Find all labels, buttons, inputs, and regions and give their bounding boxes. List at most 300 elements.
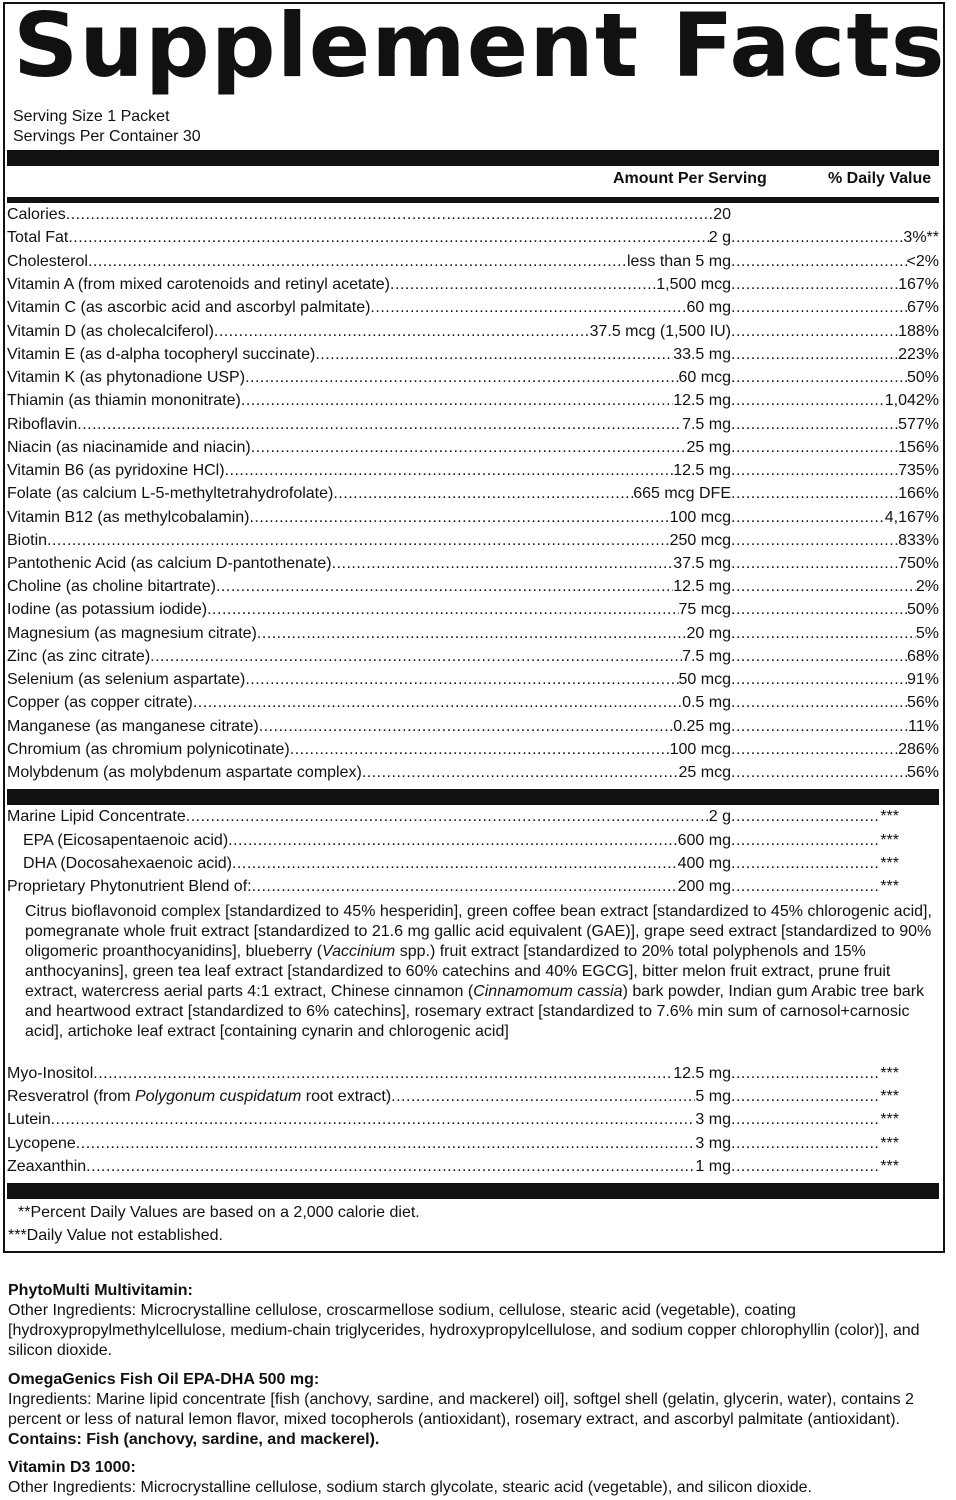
- nutrient-daily-value: ***: [880, 1088, 899, 1105]
- nutrient-amount: 600 mg: [677, 832, 731, 849]
- nutrient-name-segment: [7, 623, 731, 645]
- nutrient-amount: 60 mcg: [678, 369, 731, 386]
- leader-dots: [731, 1109, 880, 1131]
- daily-value-segment: [731, 806, 899, 828]
- leader-dots: [225, 460, 674, 482]
- leader-dots: [731, 437, 898, 459]
- nutrient-row: [7, 204, 939, 226]
- daily-value-segment: [731, 1063, 899, 1085]
- nutrient-name: Lycopene: [7, 1135, 76, 1152]
- nutrient-name-segment: [7, 599, 731, 621]
- nutrient-name-segment: [7, 530, 731, 552]
- daily-value-segment: [731, 344, 939, 366]
- leader-dots: [249, 507, 669, 529]
- leader-dots: [259, 716, 673, 738]
- nutrient-daily-value: 50%: [906, 601, 939, 618]
- daily-value-segment: [731, 830, 899, 852]
- nutrient-row: [7, 762, 939, 784]
- footnote-daily-value: **Percent Daily Values are based on a 2,000 calorie diet.: [18, 1204, 420, 1221]
- nutrient-amount: 12.5 mg: [673, 1065, 731, 1082]
- nutrient-amount: 0.5 mg: [682, 694, 731, 711]
- leader-dots: [731, 576, 916, 598]
- nutrient-name-segment: [7, 367, 731, 389]
- leader-dots: [731, 251, 907, 273]
- nutrient-name: Biotin: [7, 532, 48, 549]
- leader-dots: [77, 414, 682, 436]
- daily-value-segment: [731, 414, 939, 436]
- nutrient-name: Lutein: [7, 1111, 51, 1128]
- vitamin-d3-ingredients: [8, 1458, 948, 1498]
- nutrient-row: [7, 576, 939, 598]
- nutrient-amount: less than 5 mg: [626, 253, 731, 270]
- nutrient-name-segment: [7, 1156, 731, 1178]
- nutrient-amount: 250 mcg: [669, 532, 731, 549]
- nutrient-daily-value: ***: [880, 855, 899, 872]
- nutrient-row: [7, 274, 939, 296]
- leader-dots: [390, 274, 656, 296]
- nutrient-amount: 33.5 mg: [673, 346, 731, 363]
- nutrient-row: [7, 483, 939, 505]
- nutrient-name: DHA (Docosahexaenoic acid): [23, 855, 232, 872]
- nutrient-name-segment: [7, 227, 731, 249]
- nutrient-row: [7, 623, 939, 645]
- nutrient-name-segment: [7, 576, 731, 598]
- leader-dots: [731, 1063, 880, 1085]
- nutrient-row: [7, 507, 939, 529]
- nutrient-daily-value: 156%: [898, 439, 939, 456]
- leader-dots: [731, 806, 880, 828]
- nutrient-row: [7, 1156, 939, 1178]
- d3-text: Other Ingredients: Microcrystalline cellulose, sodium starch glycolate, stearic acid (vegetable), and silicon dioxide.: [8, 1479, 812, 1496]
- daily-value-segment: [731, 623, 939, 645]
- nutrient-row: [7, 739, 939, 761]
- nutrient-name: Vitamin K (as phytonadione USP): [7, 369, 246, 386]
- nutrient-daily-value: 68%: [906, 648, 939, 665]
- nutrient-name: Thiamin (as thiamin mononitrate): [7, 392, 241, 409]
- nutrient-daily-value: 1,042%: [884, 392, 939, 409]
- leader-dots: [193, 692, 682, 714]
- nutrient-daily-value: ***: [880, 808, 899, 825]
- leader-dots: [731, 669, 907, 691]
- nutrient-name: Chromium (as chromium polynicotinate): [7, 741, 290, 758]
- leader-dots: [332, 553, 674, 575]
- daily-value-segment: [731, 646, 939, 668]
- daily-value-segment: [731, 390, 939, 412]
- nutrient-row: [7, 367, 939, 389]
- nutrient-row: [7, 227, 939, 249]
- daily-value-segment: [731, 599, 939, 621]
- leader-dots: [333, 483, 633, 505]
- leader-dots: [731, 762, 907, 784]
- nutrient-row: [7, 599, 939, 621]
- nutrient-name: Vitamin A (from mixed carotenoids and retinyl acetate): [7, 276, 390, 293]
- nutrient-amount: 37.5 mcg (1,500 IU): [589, 323, 731, 340]
- nutrient-row: [7, 321, 939, 343]
- daily-value-segment: [731, 251, 939, 273]
- leader-dots: [68, 227, 708, 249]
- nutrient-daily-value: 11%: [908, 718, 939, 735]
- leader-dots: [315, 344, 673, 366]
- daily-value-segment: [731, 853, 899, 875]
- nutrient-name-segment: [7, 669, 731, 691]
- leader-dots: [51, 1109, 696, 1131]
- daily-value-segment: [731, 321, 939, 343]
- thick-divider-bottom: [7, 1183, 939, 1199]
- d3-title: Vitamin D3 1000:: [8, 1459, 136, 1476]
- leader-dots: [93, 1063, 673, 1085]
- nutrient-row: [7, 853, 939, 875]
- leader-dots: [245, 367, 678, 389]
- nutrient-name-segment: [7, 390, 731, 412]
- omega-contains: Contains: Fish (anchovy, sardine, and mackerel).: [8, 1431, 380, 1448]
- leader-dots: [86, 1156, 695, 1178]
- leader-dots: [731, 414, 898, 436]
- daily-value-segment: [731, 460, 939, 482]
- nutrient-daily-value: 833%: [898, 532, 939, 549]
- nutrient-name: Pantothenic Acid (as calcium D-pantothenate): [7, 555, 332, 572]
- nutrient-name-segment: [7, 460, 731, 482]
- leader-dots: [731, 297, 907, 319]
- leader-dots: [731, 390, 885, 412]
- nutrient-name-segment: [7, 507, 731, 529]
- nutrient-name-segment: [7, 853, 731, 875]
- leader-dots: [391, 1086, 695, 1108]
- leader-dots: [66, 204, 714, 226]
- nutrient-amount: 75 mcg: [678, 601, 731, 618]
- leader-dots: [731, 1156, 880, 1178]
- leader-dots: [731, 530, 898, 552]
- leader-dots: [257, 623, 687, 645]
- nutrient-daily-value: <2%: [906, 253, 939, 270]
- nutrient-amount: 2 g: [708, 808, 731, 825]
- nutrient-daily-value: ***: [880, 1135, 899, 1152]
- nutrient-daily-value: 735%: [898, 462, 939, 479]
- nutrient-name: Zeaxanthin: [7, 1158, 87, 1175]
- leader-dots: [731, 274, 898, 296]
- nutrient-row: [7, 806, 939, 828]
- blend-description: [25, 902, 940, 1042]
- omega-title: OmegaGenics Fish Oil EPA-DHA 500 mg:: [8, 1371, 320, 1388]
- nutrient-amount: 50 mcg: [678, 671, 731, 688]
- nutrient-name: Marine Lipid Concentrate: [7, 808, 186, 825]
- nutrient-name-segment: [7, 251, 731, 273]
- nutrient-name: Selenium (as selenium aspartate): [7, 671, 246, 688]
- nutrient-amount: 37.5 mg: [673, 555, 731, 572]
- nutrient-name-segment: [7, 204, 731, 226]
- nutrient-amount: 2 g: [708, 229, 731, 246]
- leader-dots: [731, 1086, 880, 1108]
- servings-per-container: Servings Per Container 30: [13, 128, 201, 145]
- nutrient-amount: 665 mcg DFE: [633, 485, 731, 502]
- leader-dots: [731, 853, 880, 875]
- nutrient-name: Vitamin D (as cholecalciferol): [7, 323, 214, 340]
- leader-dots: [731, 623, 916, 645]
- daily-value-segment: [731, 1086, 899, 1108]
- nutrient-name: Folate (as calcium L-5-methyltetrahydrofolate): [7, 485, 334, 502]
- nutrient-amount: 60 mg: [686, 299, 731, 316]
- daily-value-segment: [731, 483, 939, 505]
- daily-value-segment: [731, 204, 939, 226]
- nutrient-name: Magnesium (as magnesium citrate): [7, 625, 257, 642]
- nutrient-row: [7, 830, 939, 852]
- leader-dots: [88, 251, 627, 273]
- daily-value-segment: [731, 1156, 899, 1178]
- nutrient-name-segment: [7, 1063, 731, 1085]
- nutrient-name-segment: [7, 553, 731, 575]
- nutrient-name: Calories: [7, 206, 66, 223]
- nutrient-name-segment: [7, 297, 731, 319]
- daily-value-segment: [731, 576, 939, 598]
- daily-value-segment: [731, 876, 899, 898]
- leader-dots: [731, 227, 903, 249]
- nutrient-name-part: Resveratrol (from: [7, 1088, 136, 1105]
- nutrient-row: [7, 297, 939, 319]
- blend-text-3: ) bark powder, Indian gum Arabic tree bark and heartwood extract [standardized to 6% catechins], rosemary extract [standardized to 7.6% min sum of carnosol+carnosic acid], artichoke leaf extract [containing cynarin and chlorogenic acid]: [25, 983, 925, 1040]
- blend-italic-1: Vaccinium: [322, 943, 396, 960]
- leader-dots: [731, 599, 907, 621]
- nutrient-name-segment: [7, 830, 731, 852]
- nutrient-amount: 7.5 mg: [682, 648, 731, 665]
- nutrient-name: Vitamin B12 (as methylcobalamin): [7, 509, 250, 526]
- nutrient-row: [7, 344, 939, 366]
- nutrient-name: Total Fat: [7, 229, 69, 246]
- leader-dots: [731, 507, 885, 529]
- nutrient-daily-value: 2%: [915, 578, 939, 595]
- nutrient-row: [7, 1109, 939, 1131]
- nutrient-name: Molybdenum (as molybdenum aspartate complex): [7, 764, 362, 781]
- nutrient-name-segment: [7, 437, 731, 459]
- leader-dots: [252, 876, 678, 898]
- nutrient-daily-value: 750%: [898, 555, 939, 572]
- leader-dots: [228, 830, 677, 852]
- nutrient-row: [7, 553, 939, 575]
- nutrient-name: Niacin (as niacinamide and niacin): [7, 439, 251, 456]
- nutrient-amount: 3 mg: [695, 1111, 731, 1128]
- nutrient-name-segment: [7, 274, 731, 296]
- nutrient-amount: 400 mg: [677, 855, 731, 872]
- nutrient-daily-value: 5%: [915, 625, 939, 642]
- leader-dots: [731, 553, 898, 575]
- nutrient-name-segment: [7, 344, 731, 366]
- nutrient-amount: 25 mg: [686, 439, 731, 456]
- nutrient-row: [7, 716, 939, 738]
- leader-dots: [731, 692, 907, 714]
- nutrient-daily-value: 56%: [906, 694, 939, 711]
- nutrient-name-segment: [7, 806, 731, 828]
- nutrient-daily-value: 3%**: [903, 229, 939, 246]
- nutrient-name: Manganese (as manganese citrate): [7, 718, 259, 735]
- leader-dots: [731, 367, 907, 389]
- leader-dots: [216, 576, 673, 598]
- omega-text: Ingredients: Marine lipid concentrate [fish (anchovy, sardine, and mackerel) oil], softgel shell (gelatin, glycerin, water), contains 2 percent or less of natural lemon flavor, mixed tocopherols (antioxidant), rosemary extract, and ascorbyl palmitate (antioxidant).: [8, 1391, 914, 1428]
- nutrient-daily-value: 166%: [898, 485, 939, 502]
- nutrient-daily-value: 67%: [906, 299, 939, 316]
- nutrient-daily-value: 286%: [898, 741, 939, 758]
- leader-dots: [731, 716, 908, 738]
- leader-dots: [731, 483, 898, 505]
- nutrient-name-segment: [7, 716, 731, 738]
- nutrient-amount: 100 mcg: [669, 509, 731, 526]
- nutrient-name: Copper (as copper citrate): [7, 694, 193, 711]
- nutrient-daily-value: 223%: [898, 346, 939, 363]
- nutrient-daily-value: 4,167%: [884, 509, 939, 526]
- daily-value-segment: [731, 553, 939, 575]
- nutrient-amount: 12.5 mg: [673, 578, 731, 595]
- blend-text-2: spp.) fruit extract [standardized to 20% total polyphenols and 15% anthocyanins], green tea leaf extract [standardized to 60% catechins and 40% EGCG], bitter melon fruit extract, prune fruit extract, watercress aerial parts 4:1 extract, Chinese cinnamon (: [25, 943, 891, 1000]
- nutrient-row: [7, 414, 939, 436]
- nutrient-name-segment: [7, 321, 731, 343]
- nutrient-daily-value: ***: [880, 878, 899, 895]
- daily-value-segment: [731, 692, 939, 714]
- nutrient-row: [7, 437, 939, 459]
- leader-dots: [731, 460, 898, 482]
- nutrient-amount: 25 mcg: [678, 764, 731, 781]
- leader-dots: [207, 599, 678, 621]
- nutrient-row: [7, 669, 939, 691]
- leader-dots: [731, 321, 898, 343]
- nutrient-name-segment: [7, 1109, 731, 1131]
- nutrient-name-segment: [7, 692, 731, 714]
- nutrient-amount: 1 mg: [695, 1158, 731, 1175]
- leader-dots: [186, 806, 709, 828]
- leader-dots: [232, 853, 678, 875]
- daily-value-segment: [731, 1133, 899, 1155]
- nutrient-name-segment: [7, 1133, 731, 1155]
- daily-value-segment: [731, 669, 939, 691]
- nutrient-amount: 0.25 mg: [673, 718, 731, 735]
- leader-dots: [150, 646, 682, 668]
- daily-value-segment: [731, 297, 939, 319]
- leader-dots: [731, 646, 907, 668]
- nutrient-row: [7, 390, 939, 412]
- leader-dots: [245, 669, 678, 691]
- nutrient-name: Iodine (as potassium iodide): [7, 601, 208, 618]
- nutrient-name: Zinc (as zinc citrate): [7, 648, 151, 665]
- phytomulti-title: PhytoMulti Multivitamin:: [8, 1282, 193, 1299]
- nutrient-daily-value: 188%: [898, 323, 939, 340]
- nutrient-name-segment: [7, 1086, 731, 1108]
- nutrient-daily-value: ***: [880, 1111, 899, 1128]
- leader-dots: [731, 830, 880, 852]
- nutrient-row: [7, 1086, 939, 1108]
- blend-text-1: Citrus bioflavonoid complex [standardized to 45% hesperidin], green coffee bean extract [standardized to 45% chlorogenic acid], pomegranate whole fruit extract [standardized to 21.6 mg gallic acid equivalent (GAE)], grape seed extract [standardized to 90% oligomeric proanthocyanidins], blueberry (: [25, 903, 932, 960]
- nutrient-daily-value: ***: [880, 1158, 899, 1175]
- daily-value-segment: [731, 227, 939, 249]
- footnote-not-established: ***Daily Value not established.: [8, 1227, 223, 1244]
- daily-value-segment: [731, 274, 939, 296]
- nutrient-amount: 5 mg: [695, 1088, 731, 1105]
- nutrient-daily-value: 50%: [906, 369, 939, 386]
- nutrient-name: Vitamin E (as d-alpha tocopheryl succinate): [7, 346, 316, 363]
- nutrient-name: Cholesterol: [7, 253, 88, 270]
- nutrient-name-segment: [7, 739, 731, 761]
- nutrient-amount: 1,500 mcg: [656, 276, 731, 293]
- nutrient-name: Proprietary Phytonutrient Blend of:: [7, 878, 252, 895]
- nutrient-row: [7, 692, 939, 714]
- nutrient-amount: 12.5 mg: [673, 462, 731, 479]
- nutrient-name-segment: [7, 876, 731, 898]
- nutrient-row: [7, 646, 939, 668]
- nutrient-name-segment: [7, 414, 731, 436]
- serving-size: Serving Size 1 Packet: [13, 108, 170, 125]
- leader-dots: [731, 344, 898, 366]
- leader-dots: [76, 1133, 696, 1155]
- daily-value-segment: [731, 1109, 899, 1131]
- leader-dots: [731, 739, 898, 761]
- leader-dots: [214, 321, 590, 343]
- nutrient-name-part: root extract): [301, 1088, 392, 1105]
- amount-per-serving-header: Amount Per Serving: [613, 170, 767, 187]
- panel-title: Supplement Facts: [13, 0, 946, 97]
- nutrient-row: [7, 876, 939, 898]
- daily-value-segment: [731, 716, 939, 738]
- phytomulti-text: Other Ingredients: Microcrystalline cellulose, croscarmellose sodium, cellulose, stearic acid (vegetable), coating [hydroxypropylmethylcellulose, medium-chain triglycerides, hydroxypropylcellulose, and sodium copper chlorophyllin (color)], and silicon dioxide.: [8, 1302, 920, 1359]
- thick-divider-middle: [7, 789, 939, 805]
- nutrient-daily-value: 91%: [906, 671, 939, 688]
- header-divider: [7, 197, 939, 203]
- leader-dots: [362, 762, 679, 784]
- phytomulti-ingredients: [8, 1281, 948, 1361]
- nutrient-name-segment: [7, 762, 731, 784]
- nutrient-amount: 100 mcg: [669, 741, 731, 758]
- daily-value-segment: [731, 367, 939, 389]
- nutrient-name-segment: [7, 483, 731, 505]
- nutrient-daily-value: 56%: [906, 764, 939, 781]
- nutrient-name: [7, 1086, 391, 1108]
- nutrient-daily-value: ***: [880, 1065, 899, 1082]
- leader-dots: [241, 390, 673, 412]
- leader-dots: [47, 530, 670, 552]
- leader-dots: [731, 876, 880, 898]
- nutrient-name: Vitamin B6 (as pyridoxine HCl): [7, 462, 225, 479]
- nutrient-amount: 7.5 mg: [682, 416, 731, 433]
- thick-divider-top: [7, 150, 939, 166]
- daily-value-header: % Daily Value: [828, 170, 932, 187]
- nutrient-name: Riboflavin: [7, 416, 78, 433]
- nutrient-daily-value: 167%: [898, 276, 939, 293]
- nutrient-daily-value: 577%: [898, 416, 939, 433]
- nutrient-row: [7, 530, 939, 552]
- leader-dots: [731, 1133, 880, 1155]
- nutrient-name: Choline (as choline bitartrate): [7, 578, 216, 595]
- nutrient-amount: 20: [713, 206, 731, 223]
- nutrient-amount: 200 mg: [677, 878, 731, 895]
- nutrient-amount: 20 mg: [686, 625, 731, 642]
- daily-value-segment: [731, 739, 939, 761]
- leader-dots: [370, 297, 686, 319]
- daily-value-segment: [731, 507, 939, 529]
- nutrient-row: [7, 1133, 939, 1155]
- daily-value-segment: [731, 437, 939, 459]
- nutrient-row: [7, 251, 939, 273]
- nutrient-name: EPA (Eicosapentaenoic acid): [23, 832, 229, 849]
- nutrient-name: Vitamin C (as ascorbic acid and ascorbyl palmitate): [7, 299, 371, 316]
- daily-value-segment: [731, 530, 939, 552]
- nutrient-name: Myo-Inositol: [7, 1065, 94, 1082]
- nutrient-amount: 12.5 mg: [673, 392, 731, 409]
- omegagenics-ingredients: [8, 1370, 948, 1450]
- nutrient-name-segment: [7, 646, 731, 668]
- nutrient-row: [7, 460, 939, 482]
- nutrient-daily-value: ***: [880, 832, 899, 849]
- daily-value-segment: [731, 762, 939, 784]
- nutrient-amount: 3 mg: [695, 1135, 731, 1152]
- leader-dots: [290, 739, 670, 761]
- blend-italic-2: Cinnamomum cassia: [473, 983, 623, 1000]
- leader-dots: [251, 437, 687, 459]
- nutrient-name-italic: Polygonum cuspidatum: [135, 1088, 302, 1105]
- nutrient-row: [7, 1063, 939, 1085]
